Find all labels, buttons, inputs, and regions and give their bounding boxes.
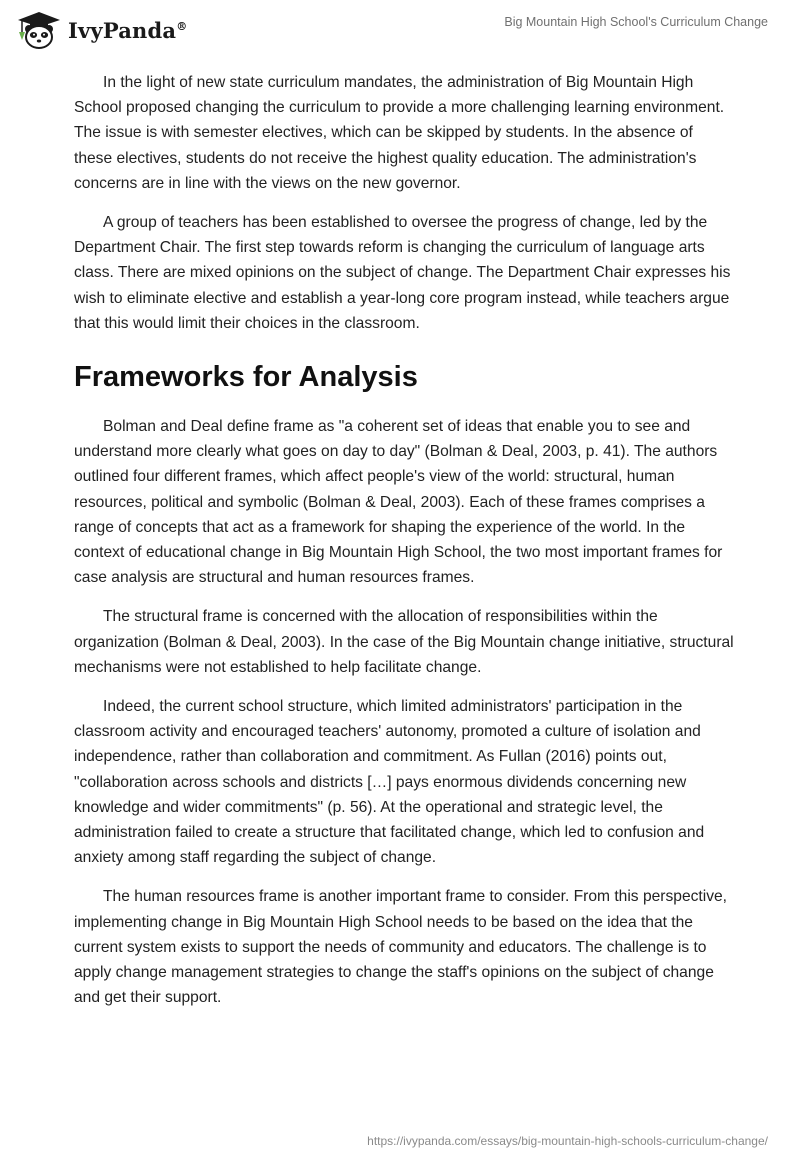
panda-logo-icon (16, 10, 62, 50)
essay-content (74, 70, 734, 1025)
registered-mark: ® (176, 19, 188, 33)
logo[interactable] (16, 10, 187, 50)
logo-name: IvyPanda (68, 17, 177, 43)
paragraph-4: The structural frame is concerned with the allocation of responsibilities within the organization (Bolman & Deal, 2003). In the case of the Big Mountain change initiative, structural mechanisms were not established to help facilitate change. (74, 608, 734, 676)
paragraph-3: Bolman and Deal define frame as "a coherent set of ideas that enable you to see and understand more clearly what goes on day to day" (Bolman & Deal, 2003, p. 41). The authors outlined four different frames, which affect people's view of the world: structural, human resources, political and symbolic (Bolman & Deal, 2003). Each of these frames comprises a range of concepts that act as a framework for shaping the experience of the world. In the context of educational change in Big Mountain High School, the two most important frames for case analysis are structural and human resources frames. (74, 418, 723, 587)
logo-text (68, 18, 187, 43)
paragraph-5: Indeed, the current school structure, which limited administrators' participation in the classroom activity and encouraged teachers' autonomy, promoted a culture of isolation and independence, rather than collaboration and commitment. As Fullan (2016) points out, "collaboration across schools and districts […] pays enormous dividends concerning new knowledge and wider commitments" (p. 56). At the operational and strategic level, the administration failed to create a structure that facilitated change, which led to confusion and anxiety among staff regarding the subject of change. (74, 698, 705, 867)
section-heading: Frameworks for Analysis (74, 361, 418, 394)
running-title: Big Mountain High School's Curriculum Change (504, 15, 768, 29)
paragraph-6: The human resources frame is another important frame to consider. From this perspective, implementing change in Big Mountain High School needs to be based on the idea that the current system exists to support the needs of community and educators. The challenge is to apply change management strategies to change the staff's opinions on the subject of change and get their support. (74, 888, 728, 1007)
paragraph-1: In the light of new state curriculum mandates, the administration of Big Mountain High School proposed changing the curriculum to provide a more challenging learning environment. The issue is with semester electives, which can be skipped by students. In the absence of these electives, students do not receive the highest quality education. The administration's concerns are in line with the views on the new governor. (74, 74, 725, 192)
page-header (0, 0, 800, 64)
source-url[interactable]: https://ivypanda.com/essays/big-mountain-high-schools-curriculum-change/ (367, 1134, 768, 1148)
paragraph-2: A group of teachers has been established to oversee the progress of change, led by the Department Chair. The first step towards reform is changing the curriculum of language arts class. There are mixed opinions on the subject of change. The Department Chair expresses his wish to eliminate elective and establish a year-long core program instead, while teachers argue that this would limit their choices in the classroom. (74, 214, 731, 332)
